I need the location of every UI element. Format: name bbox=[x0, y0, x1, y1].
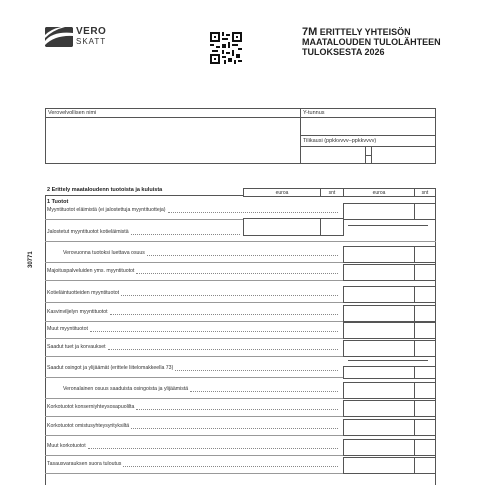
dotted-leader bbox=[110, 313, 338, 315]
col-header-euro-2: euroa bbox=[343, 188, 415, 197]
row-11-snt-input[interactable] bbox=[414, 400, 436, 417]
dotted-leader bbox=[108, 348, 338, 350]
dotted-leader bbox=[136, 408, 338, 410]
col-header-snt-1: snt bbox=[320, 188, 344, 197]
row-13-euro-input[interactable] bbox=[343, 439, 415, 456]
row-9-snt-input[interactable] bbox=[414, 366, 436, 379]
dotted-leader bbox=[168, 211, 339, 213]
taxpayer-name-field[interactable] bbox=[46, 118, 299, 163]
dotted-leader bbox=[121, 294, 338, 296]
row-4-snt-input[interactable] bbox=[414, 264, 436, 281]
row-8-euro-input[interactable] bbox=[343, 340, 415, 357]
dotted-leader bbox=[190, 390, 338, 392]
row-8-snt-input[interactable] bbox=[414, 340, 436, 357]
row-label: Kotieläintuotteiden myyntituotot bbox=[47, 290, 120, 296]
row-label: Kasvinviljelyn myyntituotot bbox=[47, 309, 108, 315]
row-14-euro-input[interactable] bbox=[343, 457, 415, 474]
row-label: Veronalainen osuus saaduista osingoista ja ylijäämistä bbox=[63, 386, 189, 392]
row-3-snt-input[interactable] bbox=[414, 246, 436, 263]
row-label: Saadut tuet ja korvaukset bbox=[47, 344, 106, 350]
row-10-snt-input[interactable] bbox=[414, 382, 436, 399]
period-start-field[interactable] bbox=[301, 147, 361, 163]
row-12-snt-input[interactable] bbox=[414, 419, 436, 436]
row-label: Majoituspalveluiden yms. myyntituotot bbox=[47, 268, 135, 274]
row-3-euro-input[interactable] bbox=[343, 246, 415, 263]
dotted-leader bbox=[147, 254, 338, 256]
row-14-snt-input[interactable] bbox=[414, 457, 436, 474]
dotted-leader bbox=[123, 465, 338, 467]
business-id-field[interactable] bbox=[301, 118, 435, 134]
row-1-euro-input[interactable] bbox=[343, 203, 415, 220]
taxpayer-name-label: Verovelvollisen nimi bbox=[48, 110, 97, 116]
row-2-euro-input[interactable] bbox=[243, 218, 321, 236]
qr-code-icon bbox=[210, 32, 242, 64]
business-id-label: Y-tunnus bbox=[303, 110, 325, 116]
row-9-euro-input[interactable] bbox=[343, 366, 415, 379]
row-label: Muut korkotuotot bbox=[47, 443, 86, 449]
dotted-leader bbox=[131, 233, 240, 235]
row-6-euro-input[interactable] bbox=[343, 305, 415, 322]
row-1-snt-input[interactable] bbox=[414, 203, 436, 220]
row-divider bbox=[45, 241, 436, 242]
row-5-snt-input[interactable] bbox=[414, 286, 436, 303]
form-title-line2: MAATALOUDEN TULOLÄHTEEN bbox=[302, 37, 441, 47]
dotted-leader bbox=[175, 369, 338, 371]
vero-logo-icon bbox=[45, 27, 73, 47]
col-header-euro-1: euroa bbox=[243, 188, 321, 197]
row-label: Saadut osingot ja ylijäämät (erittele liitelomakkeella 73) bbox=[47, 365, 174, 371]
form-title-line1: ERITTELY YHTEISÖN bbox=[319, 27, 411, 37]
row-label: Jalostetut myyntituotot kotieläimistä bbox=[47, 229, 129, 235]
subsection-title: 1 Tuotot bbox=[47, 199, 69, 205]
row-2-snt-input[interactable] bbox=[320, 218, 344, 236]
row-label: Myyntituotot eläimistä (ei jalostettuja myyntituotteja) bbox=[47, 207, 166, 213]
row-10-euro-input[interactable] bbox=[343, 382, 415, 399]
row-4-euro-input[interactable] bbox=[343, 264, 415, 281]
dotted-leader bbox=[136, 272, 338, 274]
total-line bbox=[348, 360, 428, 361]
form-side-number: 30771 bbox=[28, 251, 34, 268]
row-label: Verovuonna tuotoksi luettava osuus bbox=[63, 250, 145, 256]
row-6-snt-input[interactable] bbox=[414, 305, 436, 322]
row-7-euro-input[interactable] bbox=[343, 322, 415, 339]
section-title: 2 Erittely maataloudenn tuotoista ja kuluista bbox=[47, 187, 163, 193]
logo-text-vero: VERO bbox=[76, 26, 107, 37]
form-title bbox=[302, 27, 441, 57]
row-label: Muut myyntituotot bbox=[47, 326, 88, 332]
form-title-line3: TULOKSESTA 2026 bbox=[302, 47, 385, 57]
row-11-euro-input[interactable] bbox=[343, 400, 415, 417]
row-label: Korkotuotot konserniyhteysosapuolilta bbox=[47, 404, 135, 410]
total-line bbox=[348, 225, 428, 226]
dotted-leader bbox=[88, 447, 338, 449]
period-label: Tilikausi (ppkkvvvv–ppkkvvvv) bbox=[303, 138, 377, 144]
col-header-snt-2: snt bbox=[414, 188, 436, 197]
dotted-leader bbox=[90, 330, 338, 332]
row-7-snt-input[interactable] bbox=[414, 322, 436, 339]
period-end-field[interactable] bbox=[371, 147, 435, 163]
logo-text-skatt: SKATT bbox=[76, 37, 107, 46]
row-5-euro-input[interactable] bbox=[343, 286, 415, 303]
row-13-snt-input[interactable] bbox=[414, 439, 436, 456]
row-label: Korkotuotot omistusyhteysyrityksiltä bbox=[47, 423, 130, 429]
row-label: Tasausvarauksen suora tuloutus bbox=[47, 461, 122, 467]
row-12-euro-input[interactable] bbox=[343, 419, 415, 436]
dotted-leader bbox=[131, 427, 338, 429]
form-code: 7M bbox=[302, 26, 318, 38]
